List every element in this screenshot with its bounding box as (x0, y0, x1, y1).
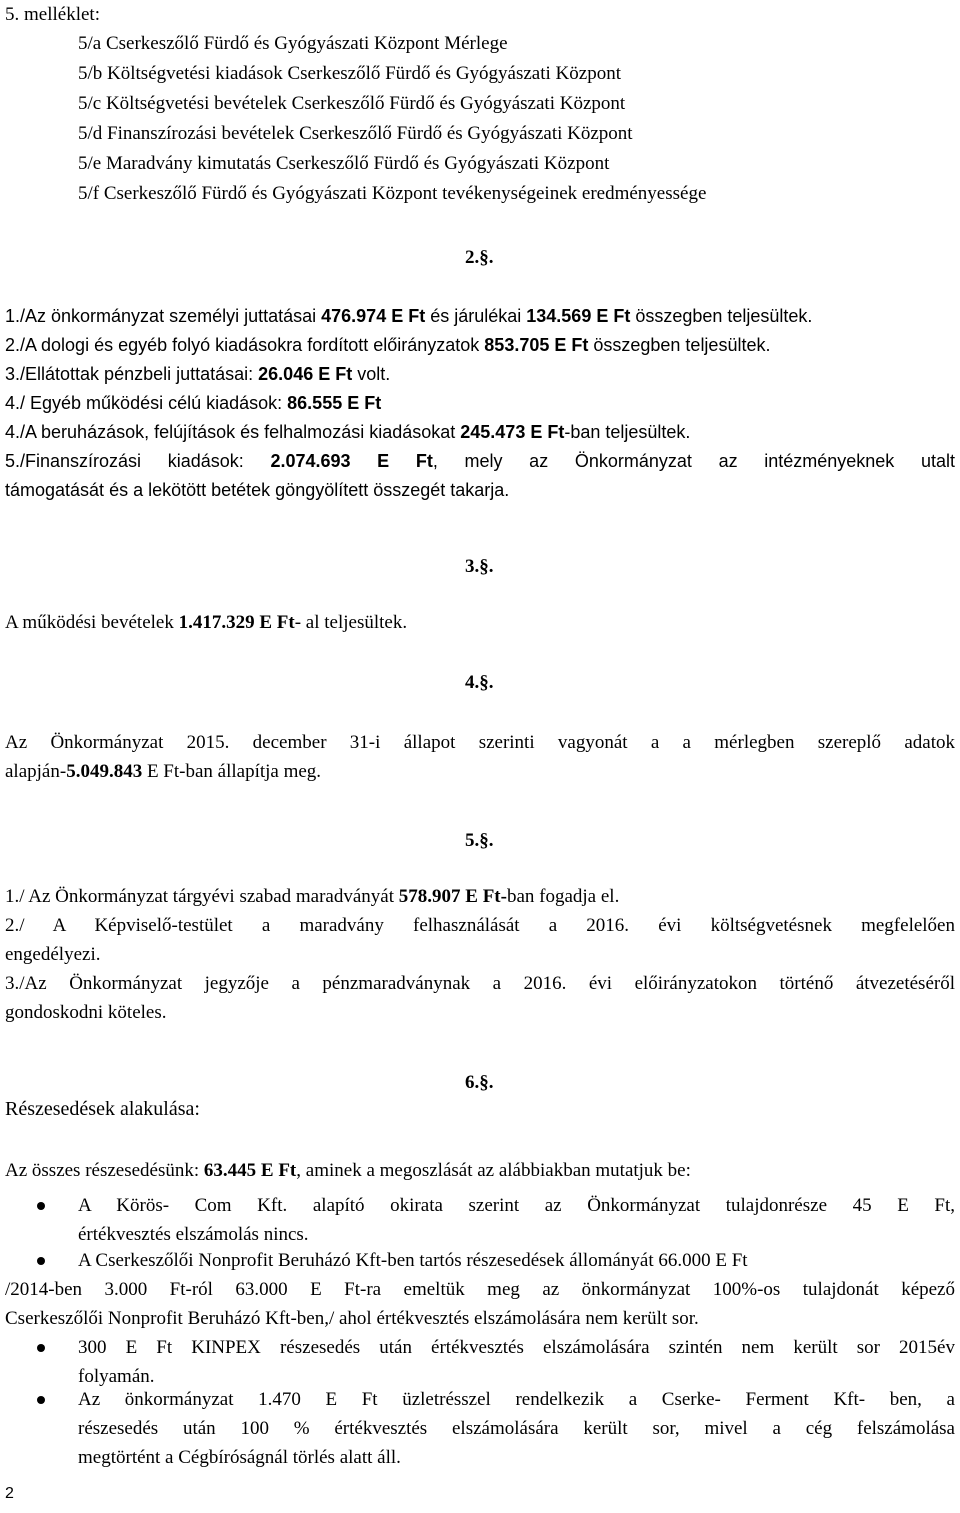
financing-expenses-paragraph: 5./Finanszírozási kiadások: 2.074.693 E Ft, mely az Önkormányzat az intézményeknek utalt (5, 451, 955, 471)
section-4-heading: 4.§. (465, 672, 494, 693)
list-item-continuation: megtörtént a Cégbíróságnál törlés alatt áll. (78, 1447, 401, 1468)
bullet-icon (37, 1257, 45, 1265)
list-item: A Cserkeszőlői Nonprofit Beruházó Kft-ben tartós részesedések állományát 66.000 E Ft (78, 1250, 748, 1271)
list-item-continuation: Cserkeszőlői Nonprofit Beruházó Kft-ben,/ ahol értékvesztés elszámolására nem került sor. (5, 1308, 699, 1329)
list-item-continuation: /2014-ben 3.000 Ft-ról 63.000 E Ft-ra emeltük meg az önkormányzat 100%-os tulajdonát képező (5, 1279, 955, 1300)
benefits-paragraph: 3./Ellátottak pénzbeli juttatásai: 26.046 E Ft volt. (5, 364, 391, 384)
operating-revenue-paragraph: A működési bevételek 1.417.329 E Ft- al teljesültek. (5, 612, 408, 633)
bullet-icon (37, 1396, 45, 1404)
assets-paragraph-continuation: alapján-5.049.843 E Ft-ban állapítja meg. (5, 761, 322, 782)
remainder-use-paragraph: 2./ A Képviselő-testület a maradvány felhasználását a 2016. évi költségvetésnek megfelelően (5, 915, 955, 936)
list-item: 300 E Ft KINPEX részesedés után értékvesztés elszámolására szintén nem került sor 2015év (78, 1337, 955, 1358)
annex-item: 5/c Költségvetési bevételek Cserkeszőlő Fürdő és Gyógyászati Központ (78, 93, 626, 114)
page-number: 2 (5, 1485, 14, 1502)
remainder-paragraph: 1./ Az Önkormányzat tárgyévi szabad maradványát 578.907 E Ft-ban fogadja el. (5, 886, 620, 907)
annex-item: 5/b Költségvetési kiadások Cserkeszőlő Fürdő és Gyógyászati Központ (78, 63, 621, 84)
bullet-icon (37, 1344, 45, 1352)
list-item: A Körös- Com Kft. alapító okirata szerint az Önkormányzat tulajdonrésze 45 E Ft, (78, 1195, 955, 1216)
list-item-continuation: értékvesztés elszámolás nincs. (78, 1224, 309, 1245)
investments-paragraph: 4./A beruházások, felújítások és felhalmozási kiadásokat 245.473 E Ft-ban teljesültek. (5, 422, 691, 442)
section-6-heading: 6.§. (465, 1072, 494, 1093)
material-expenses-paragraph: 2./A dologi és egyéb folyó kiadásokra fordított előirányzatok 853.705 E Ft összegben teljesültek. (5, 335, 771, 355)
list-item-continuation: részesedés után 100 % értékvesztés elszámolására került sor, mivel a cég felszámolása (78, 1418, 955, 1439)
section-3-heading: 3.§. (465, 556, 494, 577)
annex-item: 5/f Cserkeszőlő Fürdő és Gyógyászati Központ tevékenységeinek eredményessége (78, 183, 707, 204)
section-2-heading: 2.§. (465, 247, 494, 268)
notary-paragraph-continuation: gondoskodni köteles. (5, 1002, 167, 1023)
list-item: Az önkormányzat 1.470 E Ft üzletrésszel rendelkezik a Cserke- Ferment Kft- ben, a (78, 1389, 955, 1410)
annex-item: 5/e Maradvány kimutatás Cserkeszőlő Fürdő és Gyógyászati Központ (78, 153, 610, 174)
other-operating-expenses-paragraph: 4./ Egyéb működési célú kiadások: 86.555 E Ft (5, 393, 382, 413)
assets-paragraph: Az Önkormányzat 2015. december 31-i állapot szerinti vagyonát a a mérlegben szereplő adatok (5, 732, 955, 753)
shares-intro: Az összes részesedésünk: 63.445 E Ft, aminek a megoszlását az alábbiakban mutatjuk be: (5, 1160, 691, 1181)
list-item-continuation: folyamán. (78, 1366, 155, 1387)
shares-subtitle: Részesedések alakulása: (5, 1098, 200, 1120)
financing-expenses-continuation: támogatását és a lekötött betétek göngyölített összegét takarja. (5, 480, 510, 500)
personnel-expenses-paragraph: 1./Az önkormányzat személyi juttatásai 476.974 E Ft és járulékai 134.569 E Ft összegben teljesültek. (5, 306, 813, 326)
section-5-heading: 5.§. (465, 830, 494, 851)
notary-paragraph: 3./Az Önkormányzat jegyzője a pénzmaradványnak a 2016. évi előirányzatokon történő átvezetéséről (5, 973, 955, 994)
bullet-icon (37, 1202, 45, 1210)
annex-item: 5/d Finanszírozási bevételek Cserkeszőlő Fürdő és Gyógyászati Központ (78, 123, 633, 144)
annex-item: 5/a Cserkeszőlő Fürdő és Gyógyászati Központ Mérlege (78, 33, 508, 54)
remainder-use-continuation: engedélyezi. (5, 944, 101, 965)
annex-header: 5. melléklet: (5, 4, 100, 25)
